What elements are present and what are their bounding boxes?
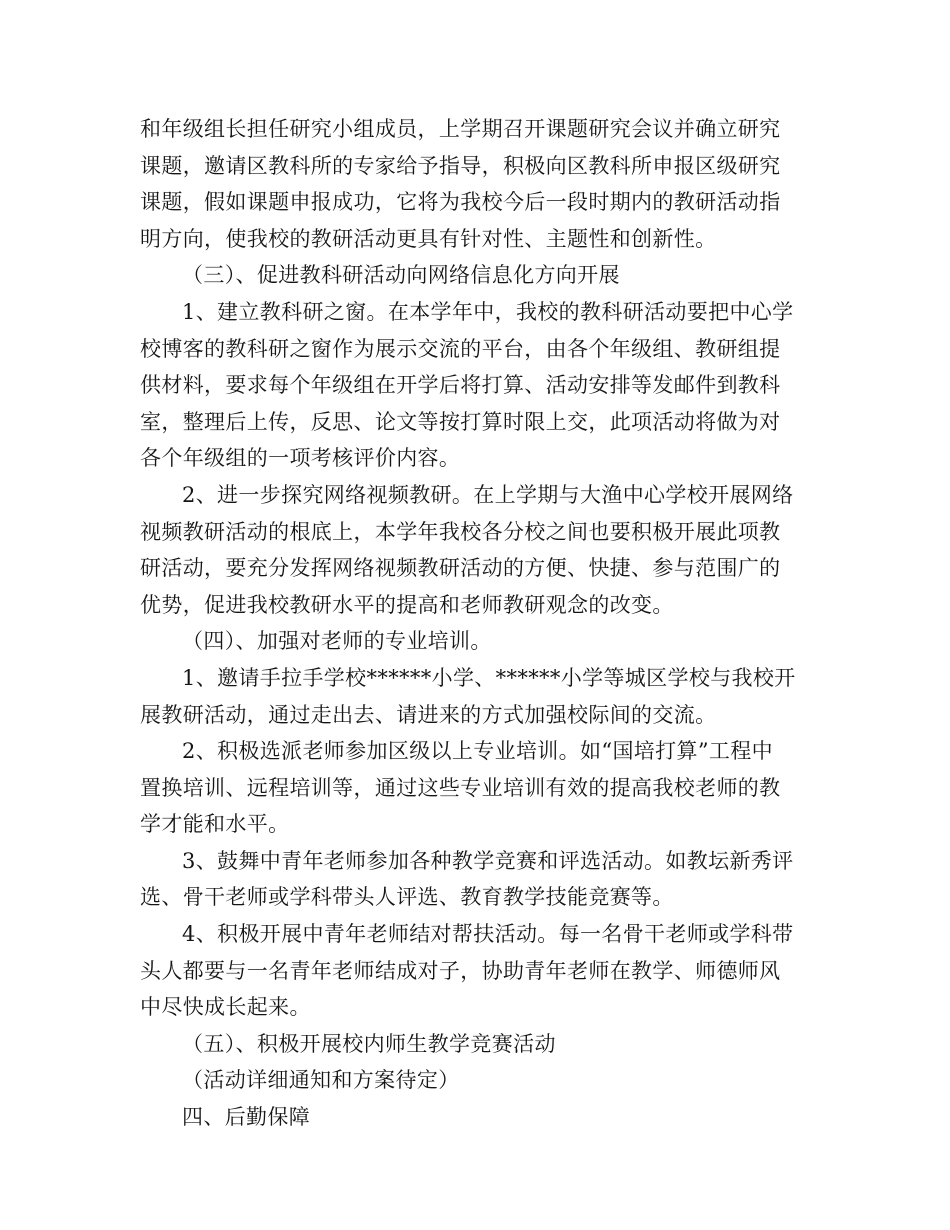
text-line: 各个年级组的一项考核评价内容。 — [140, 446, 461, 471]
section-heading-5 — [140, 1026, 830, 1063]
text-line: 选、骨干老师或学科带头人评选、教育教学技能竞赛等。 — [140, 885, 674, 910]
text-line: 2、进一步探究网络视频教研。在上学期与大渔中心学校开展网络 — [182, 482, 794, 507]
text-line: 置换培训、远程培训等，通过这些专业培训有效的提高我校老师的教 — [140, 775, 781, 800]
text-line: 3、鼓舞中青年老师参加各种教学竞赛和评选活动。如教坛新秀评 — [182, 848, 794, 873]
document-body — [140, 111, 830, 1136]
paragraph-research-window — [140, 294, 830, 477]
text-line: 室，整理后上传，反思、论文等按打算时限上交，此项活动将做为对 — [140, 409, 781, 434]
text-line: 1、邀请手拉手学校******小学、******小学等城区学校与我校开 — [182, 665, 796, 690]
paragraph-mentoring — [140, 916, 830, 1026]
text-line: 学才能和水平。 — [140, 812, 290, 837]
text-line: 优势，促进我校教研水平的提高和老师教研观念的改变。 — [140, 592, 674, 617]
text-line: 4、积极开展中青年老师结对帮扶活动。每一名骨干老师或学科带 — [182, 922, 794, 947]
text-line: 中尽快成长起来。 — [140, 995, 311, 1020]
heading-text: （四）、加强对老师的专业培训。 — [182, 629, 492, 654]
paragraph-invite-schools — [140, 660, 830, 733]
text-line: 明方向，使我校的教研活动更具有针对性、主题性和创新性。 — [140, 226, 717, 251]
text-line: 和年级组长担任研究小组成员，上学期召开课题研究会议并确立研究 — [140, 117, 781, 141]
text-line: 1、建立教科研之窗。在本学年中，我校的教科研活动要把中心学 — [182, 299, 794, 324]
text-line: （活动详细通知和方案待定） — [182, 1068, 460, 1093]
text-line: 头人都要与一名青年老师结成对子，协助青年老师在教学、师德师风 — [140, 958, 781, 983]
paragraph-competitions — [140, 843, 830, 916]
text-line: 研活动，要充分发挥网络视频教研活动的方便、快捷、参与范围广的 — [140, 556, 781, 581]
section-heading-3 — [140, 257, 830, 294]
heading-text: 四、后勤保障 — [182, 1105, 311, 1130]
paragraph-research-group — [140, 111, 830, 257]
paragraph-training — [140, 733, 830, 843]
text-line: 课题，假如课题申报成功，它将为我校今后一段时期内的教研活动指 — [140, 190, 781, 215]
heading-text: （三）、促进教科研活动向网络信息化方向开展 — [182, 263, 620, 288]
text-line: 2、积极选派老师参加区级以上专业培训。如“国培打算”工程中 — [182, 739, 773, 764]
section-heading-4 — [140, 623, 830, 660]
text-line: 供材料，要求每个年级组在开学后将打算、活动安排等发邮件到教科 — [140, 373, 781, 398]
text-line: 校博客的教科研之窗作为展示交流的平台，由各个年级组、教研组提 — [140, 336, 781, 361]
text-line: 视频教研活动的根底上，本学年我校各分校之间也要积极开展此项教 — [140, 519, 781, 544]
heading-text: （五）、积极开展校内师生教学竞赛活动 — [182, 1031, 556, 1056]
paragraph-pending-note — [140, 1062, 830, 1099]
section-heading-logistics — [140, 1099, 830, 1136]
text-line: 展教研活动，通过走出去、请进来的方式加强校际间的交流。 — [140, 702, 717, 727]
paragraph-video-research — [140, 477, 830, 623]
text-line: 课题，邀请区教科所的专家给予指导，积极向区教科所申报区级研究 — [140, 153, 781, 178]
